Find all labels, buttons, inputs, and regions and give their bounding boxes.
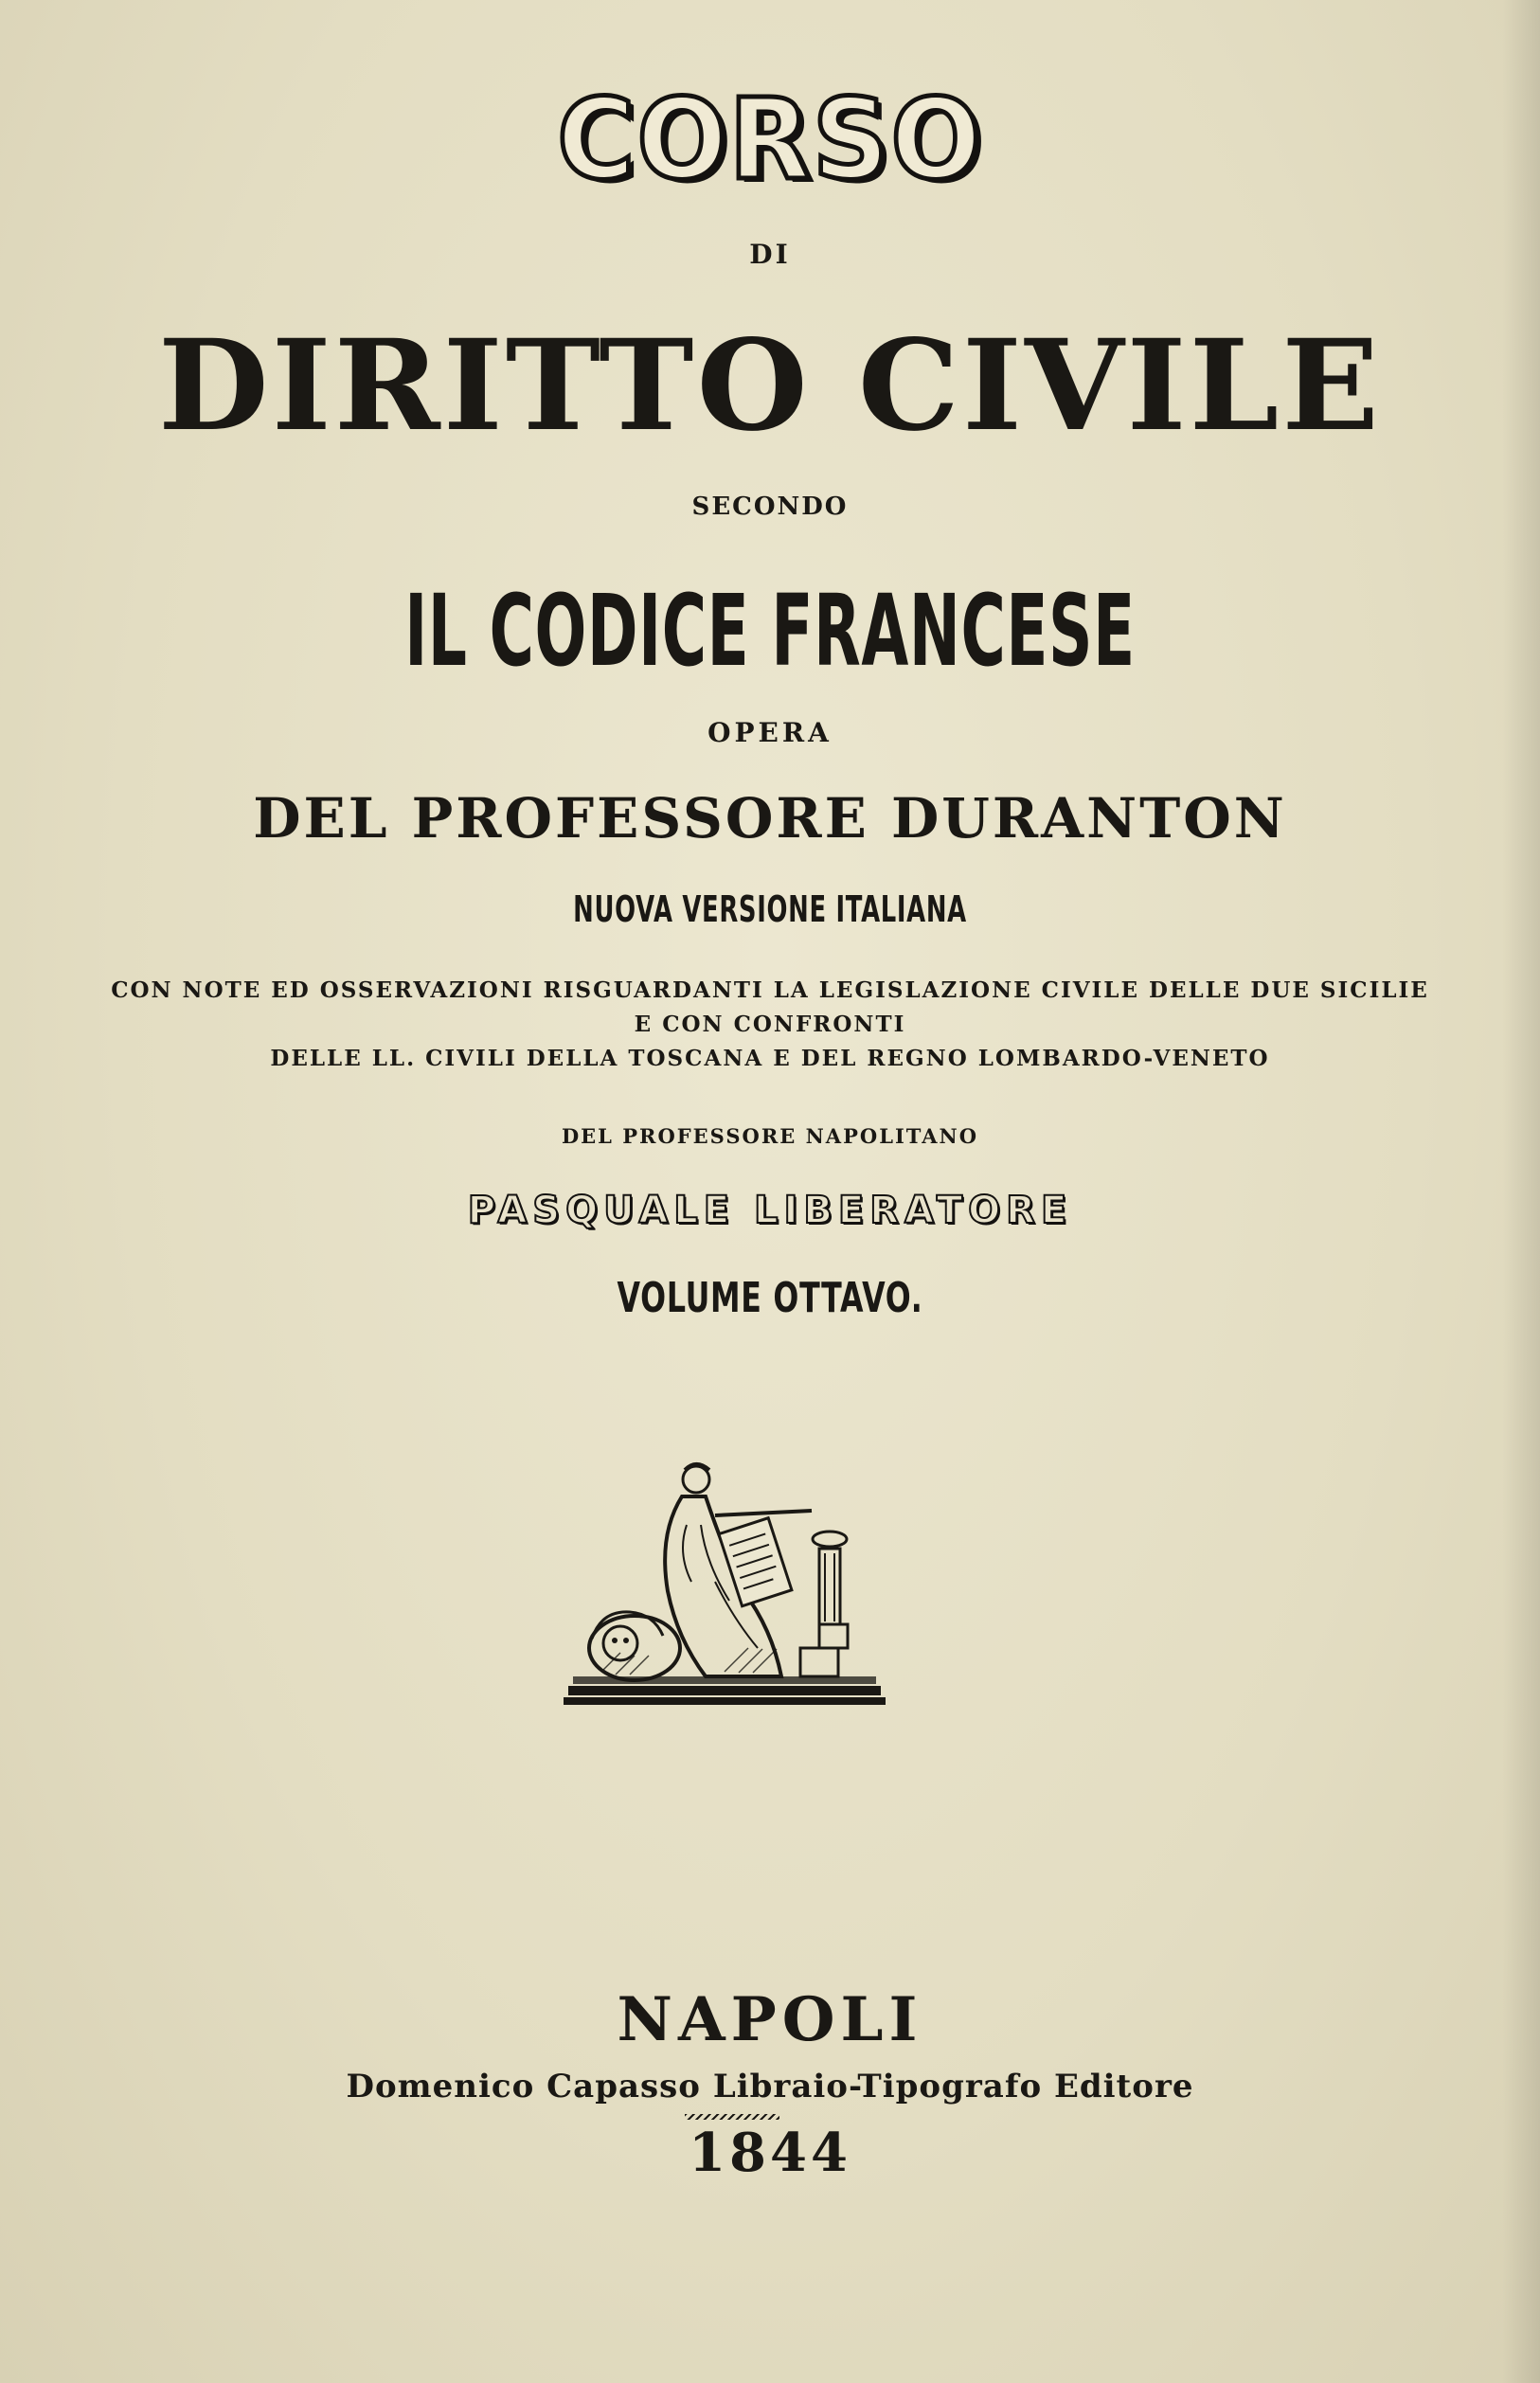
imprint-year: 1844 [689,2122,851,2184]
title-opera: OPERA [707,717,833,748]
decorative-rule [685,2114,779,2120]
title-di: DI [749,239,791,270]
volume-line: VOLUME OTTAVO. [617,1274,923,1322]
version-line: NUOVA VERSIONE ITALIANA [573,888,967,930]
title-corso: CORSO [557,74,983,205]
editor-name: PASQUALE LIBERATORE [467,1189,1073,1232]
author-line: DEL PROFESSORE DURANTON [253,786,1287,851]
title-secondo: SECONDO [691,493,849,521]
imprint-city: NAPOLI [617,1984,923,2055]
editor-intro: DEL PROFESSORE NAPOLITANO [561,1124,979,1148]
title-codice-francese: IL CODICE FRANCESE [404,573,1136,689]
note-line-2: E CON CONFRONTI [634,1012,906,1037]
imprint-publisher: Domenico Capasso Libraio-Tipografo Editore [346,2068,1194,2105]
note-line-3: DELLE LL. CIVILI DELLA TOSCANA E DEL REGNO LOMBARDO-VENETO [270,1046,1270,1071]
title-diritto-civile: DIRITTO CIVILE [157,313,1383,459]
justice-figure-with-lion-icon [564,1459,886,1719]
note-line-1: CON NOTE ED OSSERVAZIONI RISGUARDANTI LA LEGISLAZIONE CIVILE DELLE DUE SICILIE [111,977,1429,1003]
